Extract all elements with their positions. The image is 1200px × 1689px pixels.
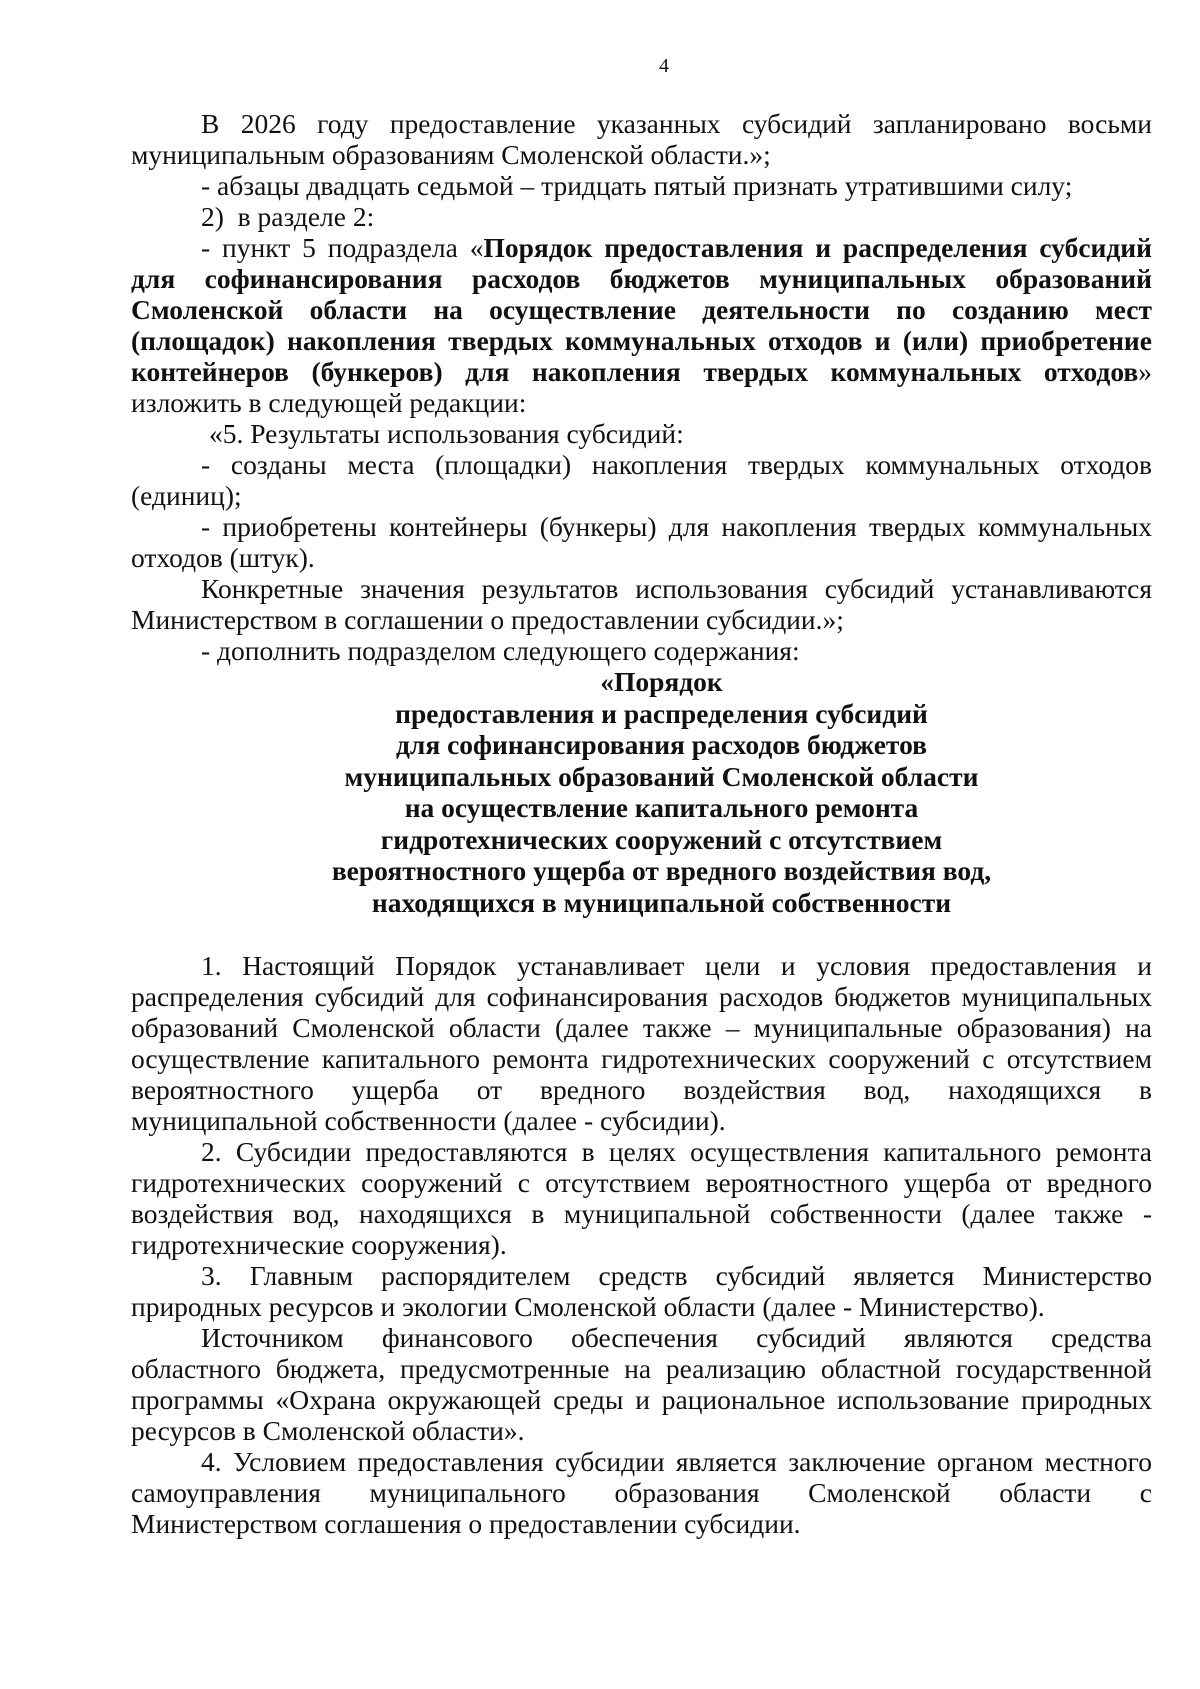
- paragraph-line: муниципальной собственности (далее - субсидии).: [131, 1105, 726, 1136]
- subsection-title-line: «Порядок: [600, 666, 723, 697]
- paragraph-line: 1. Настоящий Порядок устанавливает цели и условия предоставления и: [201, 950, 1152, 981]
- paragraph-line: программы «Охрана окружающей среды и рациональное использование природных: [131, 1384, 1152, 1415]
- paragraph-line: Министерством соглашения о предоставлении субсидии.: [131, 1508, 801, 1539]
- results-line: - приобретены контейнеры (бункеры) для накопления твердых коммунальных: [201, 511, 1152, 542]
- paragraph-line: 3. Главным распорядителем средств субсидий является Министерство: [201, 1260, 1152, 1291]
- subsection-title-line: для софинансирования расходов бюджетов: [395, 729, 927, 760]
- paragraph-line: воздействия вод, находящихся в муниципальной собственности (далее также -: [131, 1198, 1152, 1229]
- subsection-title-line: вероятностного ущерба от вредного воздействия вод,: [331, 855, 992, 886]
- paragraph-line: 4. Условием предоставления субсидии является заключение органом местного: [201, 1446, 1152, 1477]
- paragraph-line: гидротехнических сооружений с отсутствием вероятностного ущерба от вредного: [131, 1167, 1152, 1198]
- section-5-lead-line: [131, 232, 1152, 263]
- results-line: отходов (штук).: [131, 542, 315, 573]
- paragraph-line: природных ресурсов и экологии Смоленской области (далее - Министерство).: [131, 1291, 1045, 1322]
- section-5-tail: изложить в следующей редакции:: [131, 387, 527, 418]
- results-line: - созданы места (площадки) накопления твердых коммунальных отходов: [201, 449, 1152, 480]
- results-line: - дополнить подразделом следующего содержания:: [201, 635, 800, 666]
- intro-line: 2) в разделе 2:: [201, 201, 375, 232]
- subsection-title-line: гидротехнических сооружений с отсутствием: [380, 823, 943, 855]
- results-line: Министерством в соглашении о предоставлении субсидии.»;: [131, 604, 844, 635]
- bold-title-line: Порядок предоставления и распределения субсидий: [483, 232, 1152, 263]
- bold-title-line: для софинансирования расходов бюджетов муниципальных образований: [131, 263, 1152, 294]
- bold-title-line: контейнеров (бункеров) для накопления твердых коммунальных отходов: [131, 356, 1139, 387]
- subsection-title-line: муниципальных образований Смоленской области: [344, 760, 979, 792]
- page-number: 4: [659, 55, 669, 77]
- paragraph-line: осуществление капитального ремонта гидротехнических сооружений с отсутствием: [131, 1043, 1152, 1074]
- bold-title-line: Смоленской области на осуществление деятельности по созданию мест: [131, 294, 1152, 325]
- paragraph-line: 2. Субсидии предоставляются в целях осуществления капитального ремонта: [201, 1136, 1152, 1167]
- subsection-title-line: предоставления и распределения субсидий: [395, 697, 928, 729]
- paragraph-line: образований Смоленской области (далее также – муниципальные образования) на: [131, 1012, 1152, 1043]
- subsection-title-line: находящихся в муниципальной собственности: [371, 886, 952, 918]
- intro-line: - абзацы двадцать седьмой – тридцать пятый признать утратившими силу;: [201, 170, 1073, 201]
- paragraph-line: вероятностного ущерба от вредного воздействия вод, находящихся в: [131, 1074, 1152, 1105]
- bold-title-line: (площадок) накопления твердых коммунальных отходов и (или) приобретение: [131, 325, 1152, 356]
- paragraph-line: областного бюджета, предусмотренные на реализацию областной государственной: [131, 1353, 1152, 1384]
- bold-title-closing: »: [1138, 356, 1152, 387]
- intro-line: муниципальным образованиям Смоленской области.»;: [131, 139, 771, 170]
- paragraph-line: ресурсов в Смоленской области».: [131, 1415, 525, 1446]
- paragraph-line: гидротехнические сооружения).: [131, 1229, 507, 1260]
- results-line: Конкретные значения результатов использования субсидий устанавливаются: [201, 573, 1152, 604]
- bold-title-last-line: [131, 356, 1152, 387]
- intro-line: В 2026 году предоставление указанных субсидий запланировано восьми: [201, 108, 1152, 139]
- paragraph-line: Источником финансового обеспечения субсидий являются средства: [201, 1322, 1152, 1353]
- results-line: (единиц);: [131, 480, 242, 511]
- paragraph-line: распределения субсидий для софинансирования расходов бюджетов муниципальных: [131, 981, 1152, 1012]
- results-line: «5. Результаты использования субсидий:: [209, 418, 684, 449]
- subsection-title-line: на осуществление капитального ремонта: [404, 792, 919, 823]
- paragraph-line: самоуправления муниципального образования Смоленской области с: [131, 1477, 1152, 1508]
- section-5-lead: - пункт 5 подраздела «: [201, 232, 484, 263]
